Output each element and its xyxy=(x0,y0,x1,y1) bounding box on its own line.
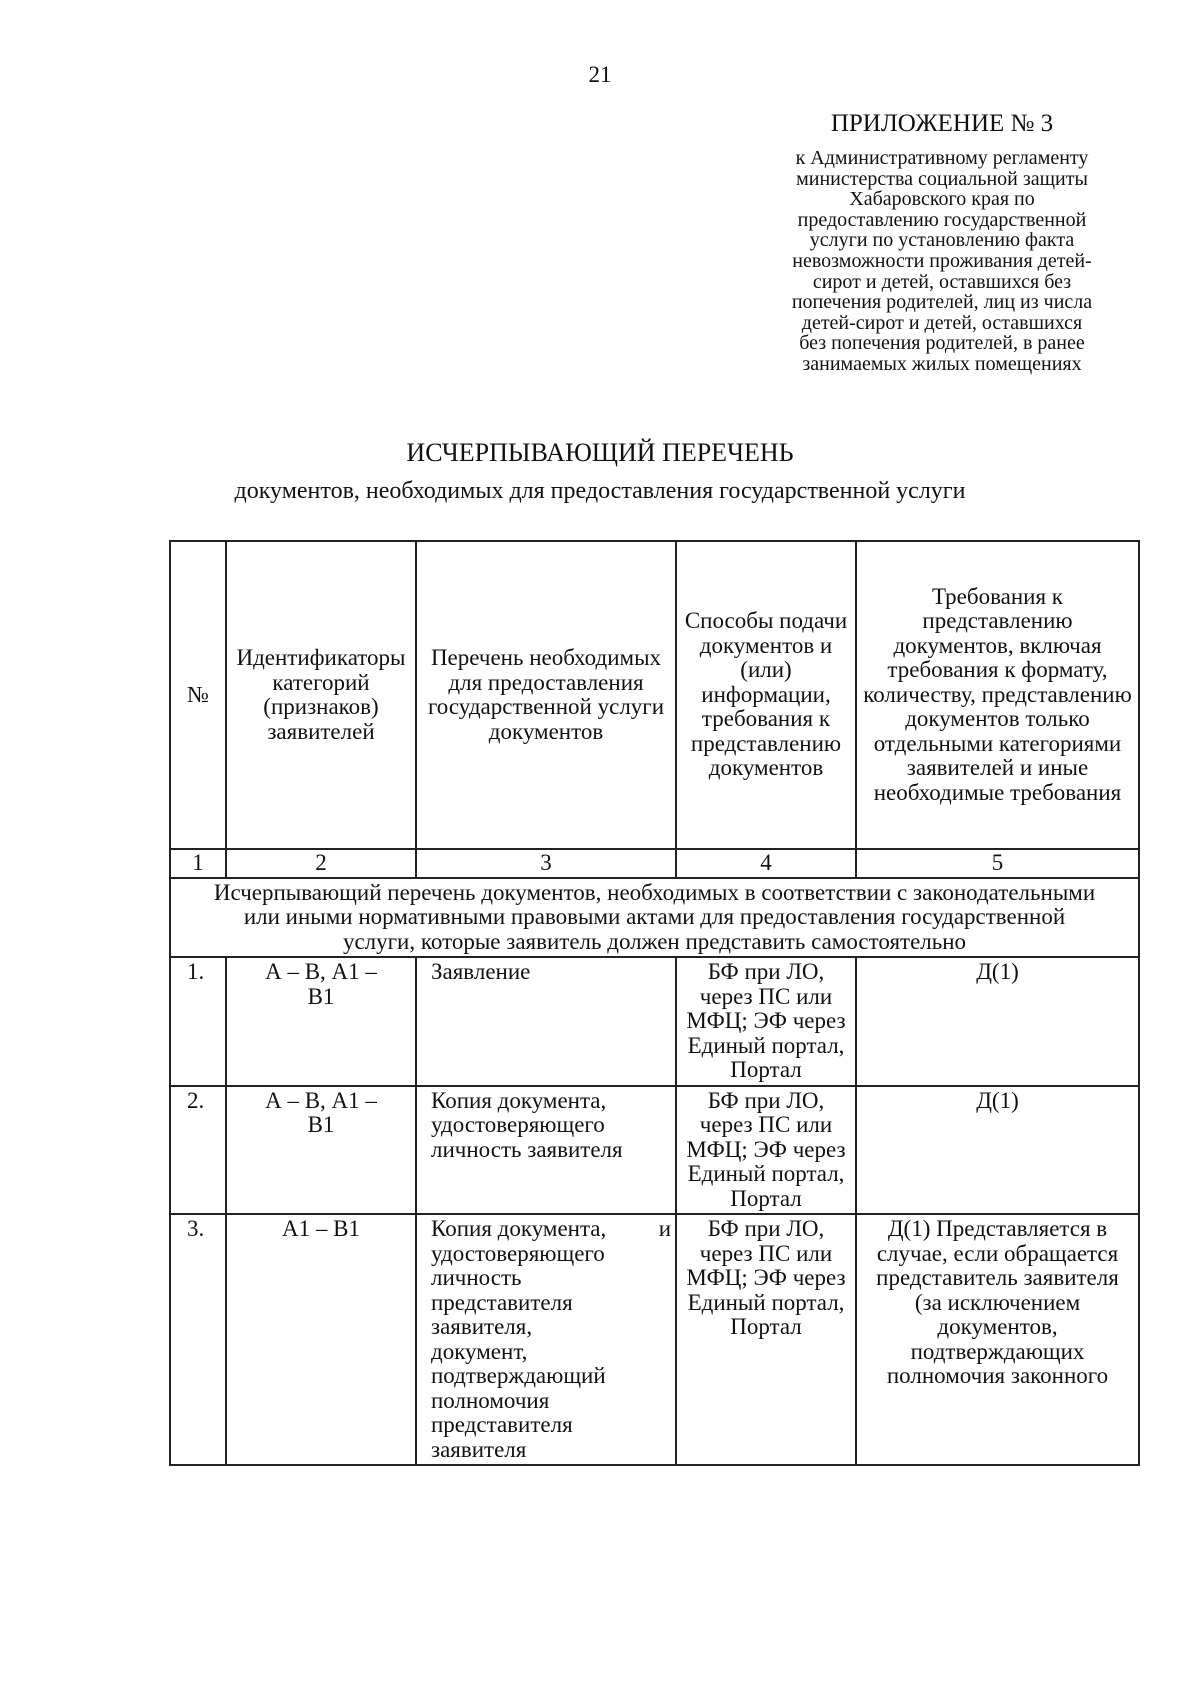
row-document: Копия документа, удостоверяющего личность заявителя xyxy=(416,1086,676,1215)
row-number: 3. xyxy=(170,1214,226,1465)
column-number: 5 xyxy=(856,849,1139,878)
row-document-first-part xyxy=(431,1217,671,1340)
row-method: БФ при ЛО, через ПС или МФЦ; ЭФ через Единый портал, Портал xyxy=(676,1214,856,1465)
row-number: 1. xyxy=(170,957,226,1086)
column-number: 3 xyxy=(416,849,676,878)
row-method: БФ при ЛО, через ПС или МФЦ; ЭФ через Единый портал, Портал xyxy=(676,1086,856,1215)
appendix-title: ПРИЛОЖЕНИЕ № 3 xyxy=(830,110,1054,137)
row-document-text: документ, подтверждающий полномочия представителя заявителя xyxy=(431,1338,606,1462)
header-cell-methods: Способы подачи документов и (или) информации, требования к представлению документов xyxy=(676,541,856,849)
column-number: 2 xyxy=(226,849,416,878)
table-header-row xyxy=(170,541,1139,849)
column-number: 1 xyxy=(170,849,226,878)
row-ids: А1 – В1 xyxy=(226,1214,416,1465)
appendix-line: занимаемых жилых помещениях xyxy=(802,352,1082,375)
appendix-line: попечения родителей, лиц из числа xyxy=(791,291,1093,314)
header-cell-number: № xyxy=(170,541,226,849)
appendix-body xyxy=(752,148,1132,375)
document-subtitle: документов, необходимых для предоставления государственной услуги xyxy=(234,478,966,504)
appendix-line: невозможности проживания детей- xyxy=(792,249,1092,272)
section-row xyxy=(170,878,1139,958)
table-row xyxy=(170,957,1139,1086)
table-row xyxy=(170,1214,1139,1465)
row-method: БФ при ЛО, через ПС или МФЦ; ЭФ через Единый портал, Портал xyxy=(676,957,856,1086)
row-number: 2. xyxy=(170,1086,226,1215)
appendix-line: к Административному регламенту xyxy=(795,147,1089,169)
appendix-line: услуги по установлению факта xyxy=(809,229,1075,252)
section-title: Исчерпывающий перечень документов, необходимых в соответствии с законодательными или иными нормативными правовыми актами для предоставления государственной услуги, которые заявитель должен представить самостоятельно xyxy=(170,878,1139,958)
header-cell-documents: Перечень необходимых для предоставления государственной услуги документов xyxy=(416,541,676,849)
row-document: Заявление xyxy=(416,957,676,1086)
document-title: ИСЧЕРПЫВАЮЩИЙ ПЕРЕЧЕНЬ xyxy=(406,438,794,467)
appendix-line: детей-сирот и детей, оставшихся xyxy=(801,311,1083,334)
row-requirements: Д(1) Представляется в случае, если обращается представитель заявителя (за исключением документов, подтверждающих полномочия законного xyxy=(856,1214,1139,1465)
row-ids: А – В, А1 – В1 xyxy=(226,957,416,1086)
appendix-line: Хабаровского края по xyxy=(849,188,1035,211)
row-document-conjunction: и xyxy=(658,1216,671,1241)
table-row xyxy=(170,1086,1139,1215)
row-document xyxy=(416,1214,676,1465)
row-ids: А – В, А1 – В1 xyxy=(226,1086,416,1215)
row-requirements: Д(1) xyxy=(856,1086,1139,1215)
appendix-line: министерства социальной защиты xyxy=(796,167,1088,190)
appendix-block xyxy=(752,110,1132,375)
appendix-line: без попечения родителей, в ранее xyxy=(799,332,1085,355)
header-cell-ids: Идентификаторы категорий (признаков) заявителей xyxy=(226,541,416,849)
row-document-text: Копия документа, удостоверяющего личность представителя заявителя, xyxy=(431,1216,607,1339)
appendix-line: сирот и детей, оставшихся без xyxy=(812,270,1072,293)
appendix-line: предоставлению государственной xyxy=(797,208,1087,231)
page-number: 21 xyxy=(588,62,612,87)
documents-table xyxy=(169,540,1140,1466)
row-requirements: Д(1) xyxy=(856,957,1139,1086)
header-cell-requirements: Требования к представлению документов, включая требования к формату, количеству, представлению документов только отдельными категориями заявителей и иные необходимые требования xyxy=(856,541,1139,849)
column-number: 4 xyxy=(676,849,856,878)
column-numbers-row xyxy=(170,849,1139,878)
